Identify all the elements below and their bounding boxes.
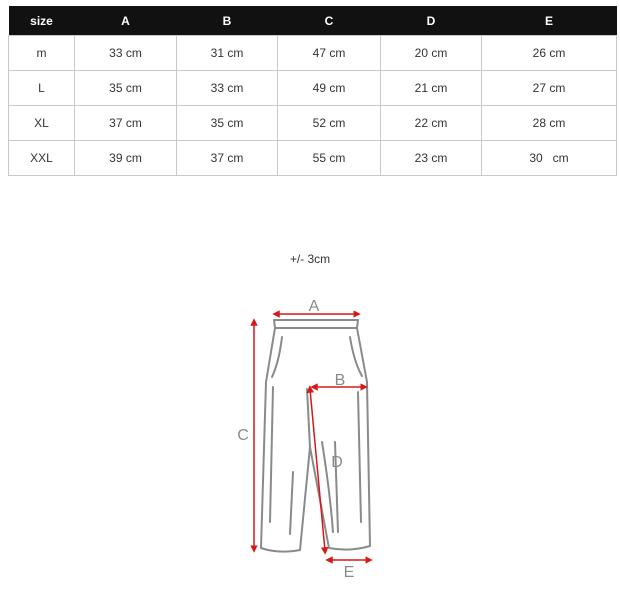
label-b: B [334,372,346,389]
cell-d: 22 cm [381,106,482,141]
pants-illustration [230,292,390,584]
header-d: D [381,6,482,36]
table-row [9,141,617,176]
cell-b: 37 cm [177,141,278,176]
table-row [9,106,617,141]
pants-outline [261,320,370,552]
cell-a: 35 cm [75,71,177,106]
cell-size: XXL [9,141,75,176]
cell-b: 33 cm [177,71,278,106]
label-d: D [331,454,343,471]
cell-size: L [9,71,75,106]
header-row [9,6,617,36]
cell-c: 49 cm [278,71,381,106]
cell-c: 47 cm [278,36,381,71]
cell-d: 20 cm [381,36,482,71]
cell-c: 52 cm [278,106,381,141]
cell-size: XL [9,106,75,141]
tolerance-note: +/- 3cm [289,252,331,266]
cell-d: 23 cm [381,141,482,176]
cell-e: 26 cm [482,36,617,71]
pants-measurement-diagram [230,292,390,589]
label-e: E [343,564,355,581]
label-c: C [237,427,249,444]
cell-b: 31 cm [177,36,278,71]
table-row [9,71,617,106]
measure-d-arrow [310,389,325,551]
header-size: size [9,6,75,36]
cell-a: 39 cm [75,141,177,176]
cell-size: m [9,36,75,71]
size-table [8,6,617,176]
cell-e: 27 cm [482,71,617,106]
header-e: E [482,6,617,36]
cell-b: 35 cm [177,106,278,141]
header-c: C [278,6,381,36]
cell-e: 30 cm [482,141,617,176]
cell-a: 33 cm [75,36,177,71]
cell-d: 21 cm [381,71,482,106]
cell-e: 28 cm [482,106,617,141]
table-row [9,36,617,71]
label-a: A [308,298,320,315]
cell-c: 55 cm [278,141,381,176]
cell-a: 37 cm [75,106,177,141]
header-a: A [75,6,177,36]
header-b: B [177,6,278,36]
